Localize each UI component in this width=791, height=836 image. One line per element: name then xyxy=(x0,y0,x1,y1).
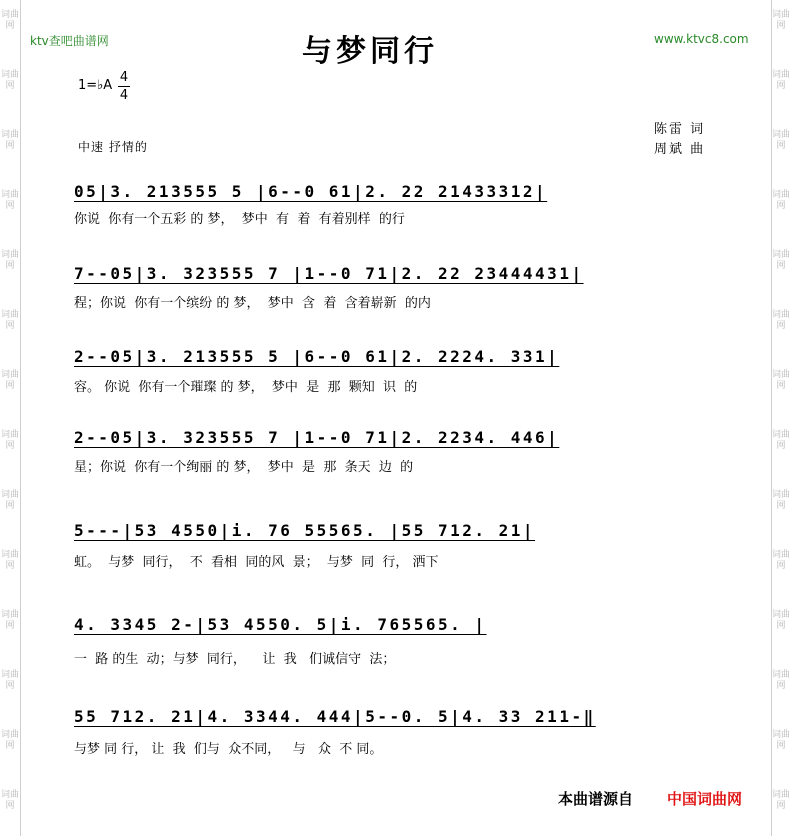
watermark-left: 词曲网 xyxy=(0,790,19,811)
watermark-right: 词曲网 xyxy=(771,610,790,631)
time-signature-line xyxy=(118,86,130,87)
notation-line-6: 4. 3345 2-|53 4550. 5|i. 765565. | xyxy=(74,615,487,634)
lyrics-line-3: 容。 你说 你有一个璀璨 的 梦， 梦中 是 那 颗知 识 的 xyxy=(74,380,418,395)
right-margin-strip xyxy=(771,0,791,836)
watermark-right: 词曲网 xyxy=(771,490,790,511)
watermark-right: 词曲网 xyxy=(771,550,790,571)
watermark-right: 词曲网 xyxy=(771,310,790,331)
footer-site-name[interactable]: 中国词曲网 xyxy=(667,790,743,808)
lyrics-line-7: 与梦 同 行， 让 我 们与 众不同， 与 众 不 同。 xyxy=(74,742,383,757)
lyrics-line-1: 你说 你有一个五彩 的 梦， 梦中 有 着 有着别样 的行 xyxy=(74,212,405,227)
watermark-right: 词曲网 xyxy=(771,130,790,151)
song-title: 与梦同行 xyxy=(302,34,438,69)
lyricist-credit: 陈雷 词 xyxy=(654,122,706,137)
watermark-right: 词曲网 xyxy=(771,730,790,751)
watermark-right: 词曲网 xyxy=(771,70,790,91)
watermark-left: 词曲网 xyxy=(0,370,19,391)
watermark-left: 词曲网 xyxy=(0,250,19,271)
notation-line-2: 7--05|3. 323555 7 |1--0 71|2. 22 23444431| xyxy=(74,264,584,283)
watermark-left: 词曲网 xyxy=(0,550,19,571)
watermark-right: 词曲网 xyxy=(771,250,790,271)
time-signature-bottom: 4 xyxy=(119,88,129,103)
watermark-left: 词曲网 xyxy=(0,430,19,451)
watermark-right: 词曲网 xyxy=(771,430,790,451)
left-margin-strip xyxy=(0,0,21,836)
lyrics-line-6: 一 路 的生 动；与梦 同行， 让 我 们诚信守 法； xyxy=(74,652,396,667)
notation-line-4: 2--05|3. 323555 7 |1--0 71|2. 2234. 446| xyxy=(74,428,560,447)
watermark-right: 词曲网 xyxy=(771,190,790,211)
time-signature-top: 4 xyxy=(119,70,129,85)
watermark-left: 词曲网 xyxy=(0,190,19,211)
site-label-left: ktv查吧曲谱网 xyxy=(30,34,109,48)
watermark-right: 词曲网 xyxy=(771,670,790,691)
key-signature: 1=♭A xyxy=(78,78,113,93)
tempo-marking: 中速 抒情的 xyxy=(78,140,148,154)
lyrics-line-5: 虹。 与梦 同行， 不 看相 同的风 景； 与梦 同 行， 洒下 xyxy=(74,555,439,570)
watermark-right: 词曲网 xyxy=(771,790,790,811)
footer-source-label: 本曲谱源自 xyxy=(558,790,634,808)
watermark-left: 词曲网 xyxy=(0,10,19,31)
notation-line-7: 55 712. 21|4. 3344. 444|5--0. 5|4. 33 211-‖ xyxy=(74,707,596,726)
composer-credit: 周斌 曲 xyxy=(654,142,706,157)
watermark-left: 词曲网 xyxy=(0,70,19,91)
watermark-left: 词曲网 xyxy=(0,610,19,631)
watermark-right: 词曲网 xyxy=(771,370,790,391)
lyrics-line-4: 星；你说 你有一个绚丽 的 梦， 梦中 是 那 条天 边 的 xyxy=(74,460,414,475)
watermark-left: 词曲网 xyxy=(0,490,19,511)
notation-line-3: 2--05|3. 213555 5 |6--0 61|2. 2224. 331| xyxy=(74,347,560,366)
site-label-right: www.ktvc8.com xyxy=(654,32,749,46)
notation-line-5: 5---|53 4550|i. 76 55565. |55 712. 21| xyxy=(74,521,536,540)
lyrics-line-2: 程；你说 你有一个缤纷 的 梦， 梦中 含 着 含着崭新 的内 xyxy=(74,296,431,311)
watermark-left: 词曲网 xyxy=(0,130,19,151)
time-signature xyxy=(118,70,130,103)
watermark-left: 词曲网 xyxy=(0,730,19,751)
watermark-left: 词曲网 xyxy=(0,670,19,691)
watermark-right: 词曲网 xyxy=(771,10,790,31)
watermark-left: 词曲网 xyxy=(0,310,19,331)
notation-line-1: 05|3. 213555 5 |6--0 61|2. 22 21433312| xyxy=(74,182,548,201)
